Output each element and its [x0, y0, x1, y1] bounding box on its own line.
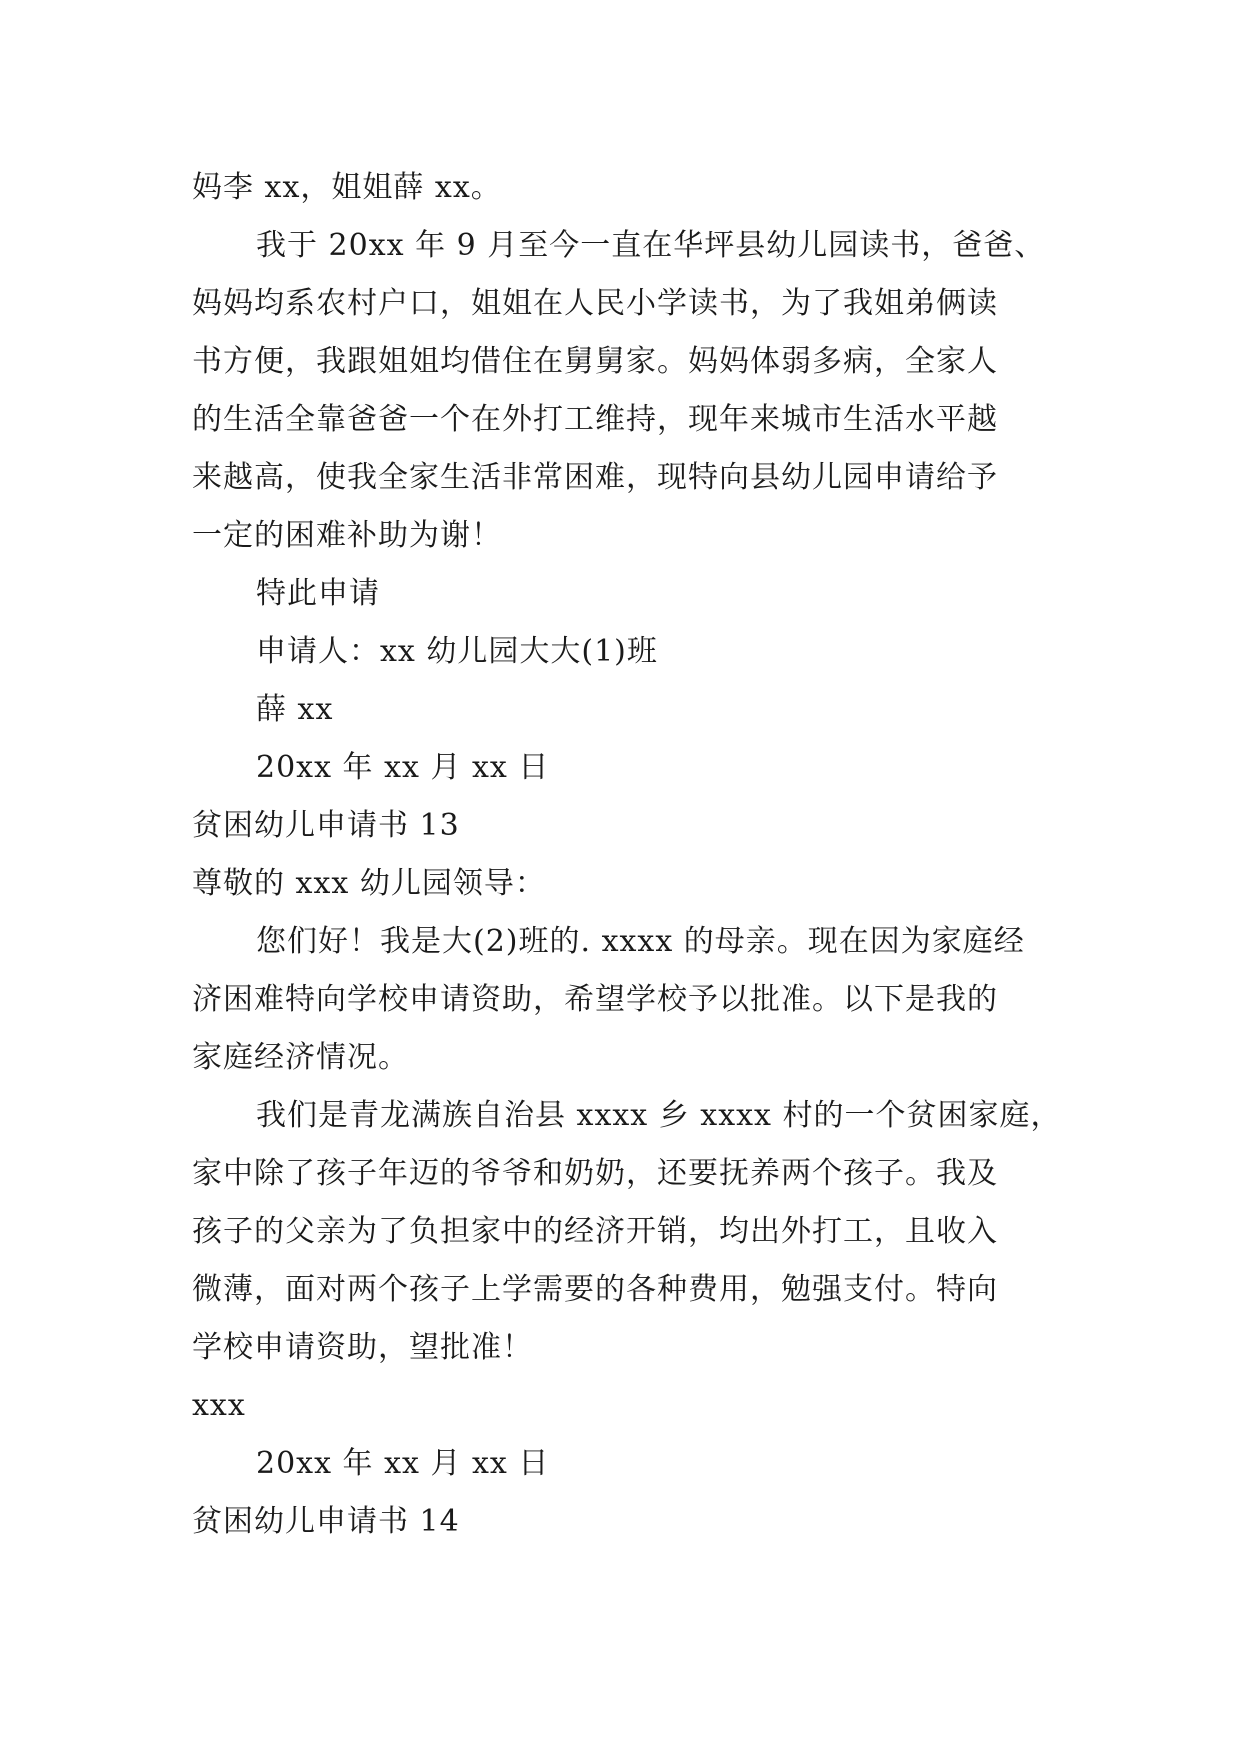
paragraph-line: 学校申请资助，望批准！ — [192, 1330, 533, 1365]
paragraph-line: 微薄，面对两个孩子上学需要的各种费用，勉强支付。特向 — [192, 1272, 998, 1307]
paragraph-line: 我于 20xx 年 9 月至今一直在华坪县幼儿园读书，爸爸、 — [256, 228, 1046, 263]
paragraph-line: 我们是青龙满族自治县 xxxx 乡 xxxx 村的一个贫困家庭， — [256, 1098, 1062, 1133]
applicant-name: 薛 xx — [256, 692, 334, 727]
paragraph-line: 济困难特向学校申请资助，希望学校予以批准。以下是我的 — [192, 982, 998, 1017]
paragraph-line: 家庭经济情况。 — [192, 1040, 409, 1075]
salutation: 尊敬的 xxx 幼儿园领导： — [192, 866, 546, 901]
applicant-line: 申请人：xx 幼儿园大大(1)班 — [256, 634, 658, 669]
date-line: 20xx 年 xx 月 xx 日 — [256, 1446, 550, 1481]
paragraph-line: 妈李 xx，姐姐薛 xx。 — [192, 170, 502, 205]
section-heading: 贫困幼儿申请书 13 — [192, 808, 460, 843]
paragraph-line: 书方便，我跟姐姐均借住在舅舅家。妈妈体弱多病，全家人 — [192, 344, 998, 379]
paragraph-line: 家中除了孩子年迈的爷爷和奶奶，还要抚养两个孩子。我及 — [192, 1156, 998, 1191]
paragraph-line: 孩子的父亲为了负担家中的经济开销，均出外打工，且收入 — [192, 1214, 998, 1249]
paragraph-line: 您们好！我是大(2)班的. xxxx 的母亲。现在因为家庭经 — [256, 924, 1025, 959]
closing-phrase: 特此申请 — [256, 576, 380, 611]
signature-name: xxx — [192, 1388, 246, 1423]
paragraph-line: 的生活全靠爸爸一个在外打工维持，现年来城市生活水平越 — [192, 402, 998, 437]
date-line: 20xx 年 xx 月 xx 日 — [256, 750, 550, 785]
paragraph-line: 来越高，使我全家生活非常困难，现特向县幼儿园申请给予 — [192, 460, 998, 495]
paragraph-line: 一定的困难补助为谢！ — [192, 518, 502, 553]
paragraph-line: 妈妈均系农村户口，姐姐在人民小学读书，为了我姐弟俩读 — [192, 286, 998, 321]
section-heading: 贫困幼儿申请书 14 — [192, 1504, 460, 1539]
